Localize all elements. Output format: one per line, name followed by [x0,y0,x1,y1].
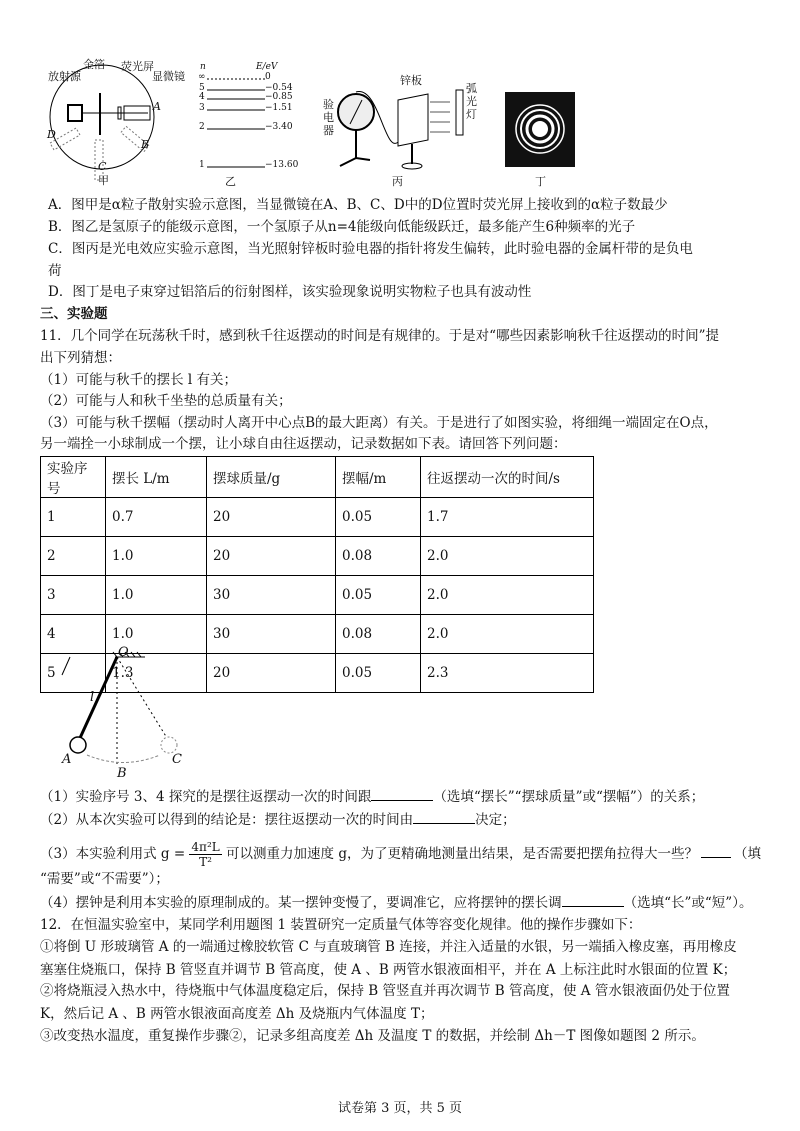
table-cell: 1.0 [106,615,207,654]
answer-blank-4[interactable] [562,892,624,907]
table-cell: 2.3 [421,654,594,693]
table-row [41,576,594,615]
level-n: 5 [199,83,205,93]
q11-guess-3-cont: 另一端拴一小球制成一个摆，让小球自由往返摆动，记录数据如下表。请回答下列问题： [40,436,567,452]
level-e: −13.60 [265,160,299,170]
option-c-cont: 荷 [48,263,62,279]
pos-d: D [47,128,56,141]
q12-intro: 12．在恒温实验室中，某同学利用题图 1 装置研究一定质量气体等容变化规律。他的操作步骤如下： [40,917,642,933]
caption-jia: 甲 [98,174,109,187]
header-cell: 往返摆动一次的时间/s [421,457,594,498]
formula-fraction [189,840,221,869]
table-cell: 1 [41,498,106,537]
length-l: l [90,690,95,705]
label-screen: 荧光屏 [121,60,154,73]
table-cell: 2.0 [421,576,594,615]
text: （1）实验序号 3、4 探究的是摆往返摆动一次的时间跟 [40,789,372,805]
table-cell: 2 [41,537,106,576]
table-cell: 2.0 [421,615,594,654]
table-cell: 3 [41,576,106,615]
level-n: ∞ [198,72,206,82]
point-b: B [117,766,127,781]
text: （选填“摆长”“摆球质量”或“摆幅”）的关系； [433,789,705,805]
table-cell: 20 [207,654,336,693]
label-arc-lamp: 弧光灯 [466,82,477,121]
q11-sub-1 [40,786,704,807]
q12-step-2-cont: K，然后记 A 、B 两管水银液面高度差 Δh 及烧瓶内气体温度 T； [40,1006,434,1022]
table-cell: 20 [207,498,336,537]
point-c: C [172,752,182,767]
table-cell: 1.0 [106,537,207,576]
q11-intro-cont: 出下列猜想： [40,350,121,366]
table-cell: 0.08 [336,615,421,654]
label-gold-foil: 金箔 [83,58,105,71]
caption-yi: 乙 [225,175,236,188]
table-cell: 20 [207,537,336,576]
table-cell: 2.0 [421,537,594,576]
level-n: 2 [199,122,205,132]
point-a: A [62,752,72,767]
table-cell: 5 [41,654,106,693]
answer-blank-2[interactable] [413,809,475,824]
n-label: n [200,62,206,72]
level-e: −1.51 [265,103,293,113]
page-footer: 试卷第 3 页，共 5 页 [337,1101,463,1116]
level-n: 1 [199,160,205,170]
e-label: E/eV [256,62,278,72]
level-e: −3.40 [265,122,293,132]
q12-step-1: ①将倒 U 形玻璃管 A 的一端通过橡胶软管 C 与直玻璃管 B 连接，并注入适量的水银，另一端插入橡皮塞，再用橡皮 [40,939,737,955]
level-e: −0.85 [265,92,293,102]
label-zinc-plate: 锌板 [400,74,422,87]
level-n: 3 [199,103,205,113]
text: 决定； [475,812,516,828]
option-b: B．图乙是氢原子的能级示意图，一个氢原子从n=4能级向低能级跃迁，最多能产生6种频率的光子 [48,219,636,235]
q11-sub-3-cont: “需要”或“不需要”）； [40,871,169,887]
point-o: O [118,645,129,660]
text: （4）摆钟是利用本实验的原理制成的。某一摆钟变慢了，要调准它，应将摆钟的摆长调 [40,895,562,911]
q11-sub-2 [40,809,516,830]
table-cell: 0.05 [336,498,421,537]
table-cell: 0.08 [336,537,421,576]
text: （选填“长”或“短”）。 [623,895,753,911]
pos-a: A [153,100,161,113]
table-cell: 0.7 [106,498,207,537]
table-cell: 30 [207,576,336,615]
q11-guess-3: （3）可能与秋千摆幅（摆动时人离开中心点B的最大距离）有关。于是进行了如图实验，将细绳一端固定在O点， [40,415,718,431]
q11-guess-1: （1）可能与秋千的摆长 l 有关； [40,372,237,388]
text: 可以测重力加速度 g，为了更精确地测量出结果，是否需要把摆角拉得大一些？ [226,846,698,862]
table-cell: 30 [207,615,336,654]
table-cell: 1.3 [106,654,207,693]
pos-b: B [141,138,150,151]
answer-blank-3[interactable] [701,843,731,858]
option-c: C．图丙是光电效应实验示意图，当光照射锌板时验电器的指针将发生偏转，此时验电器的金属杆带的是负电 [48,241,693,257]
level-e: 0 [265,72,271,82]
q12-step-1-cont: 塞塞住烧瓶口，保持 B 管竖直并调节 B 管高度，使 A 、B 两管水银液面相平，并在 A 上标注此时水银面的位置 K； [40,962,737,978]
figure-diffraction [505,92,575,167]
q11-sub-4 [40,892,752,913]
header-cell: 摆球质量/g [207,457,336,498]
pos-c: C [98,160,107,173]
option-d: D．图丁是电子束穿过铝箔后的衍射图样，该实验现象说明实物粒子也具有波动性 [48,284,532,300]
table-cell: 0.05 [336,576,421,615]
caption-ding: 丁 [535,175,546,188]
text: （3）本实验利用式 g = [40,846,186,862]
table-cell: 0.05 [336,654,421,693]
table-row [41,537,594,576]
section-heading: 三、实验题 [40,306,108,322]
q12-step-2: ②将烧瓶浸入热水中，待烧瓶中气体温度稳定后，保持 B 管竖直并再次调节 B 管高度，使 A 管水银液面仍处于位置 [40,983,730,999]
answer-blank-1[interactable] [371,786,433,801]
table-cell: 4 [41,615,106,654]
q11-sub-3 [40,840,761,869]
caption-bing: 丙 [392,175,403,188]
text: （填 [733,846,761,862]
header-cell: 摆长 L/m [106,457,207,498]
q11-guess-2: （2）可能与人和秋千坐垫的总质量有关； [40,393,292,409]
level-n: 4 [199,92,205,102]
option-a: A．图甲是α粒子散射实验示意图，当显微镜在A、B、C、D中的D位置时荧光屏上接收到的α粒子数最少 [48,197,668,213]
level-e: −0.54 [265,83,293,93]
label-electroscope: 验电器 [323,98,334,137]
denominator: T² [199,855,212,869]
q11-intro: 11．几个同学在玩荡秋千时，感到秋千往返摆动的时间是有规律的。于是对“哪些因素影响秋千往返摆动的时间”提 [40,328,719,344]
table-cell: 1.0 [106,576,207,615]
header-cell: 摆幅/m [336,457,421,498]
label-microscope: 显微镜 [152,70,185,83]
table-header-row [41,457,594,498]
table-row [41,498,594,537]
header-cell: 实验序号 [41,457,106,498]
table-cell: 1.7 [421,498,594,537]
label-source: 放射源 [48,70,81,83]
text: （2）从本次实验可以得到的结论是：摆往返摆动一次的时间由 [40,812,414,828]
numerator: 4π²L [191,840,220,854]
figure-photoelectric [330,80,480,170]
q12-step-3: ③改变热水温度，重复操作步骤②，记录多组高度差 Δh 及温度 T 的数据，并绘制 Δh－T 图像如题图 2 所示。 [40,1028,705,1044]
